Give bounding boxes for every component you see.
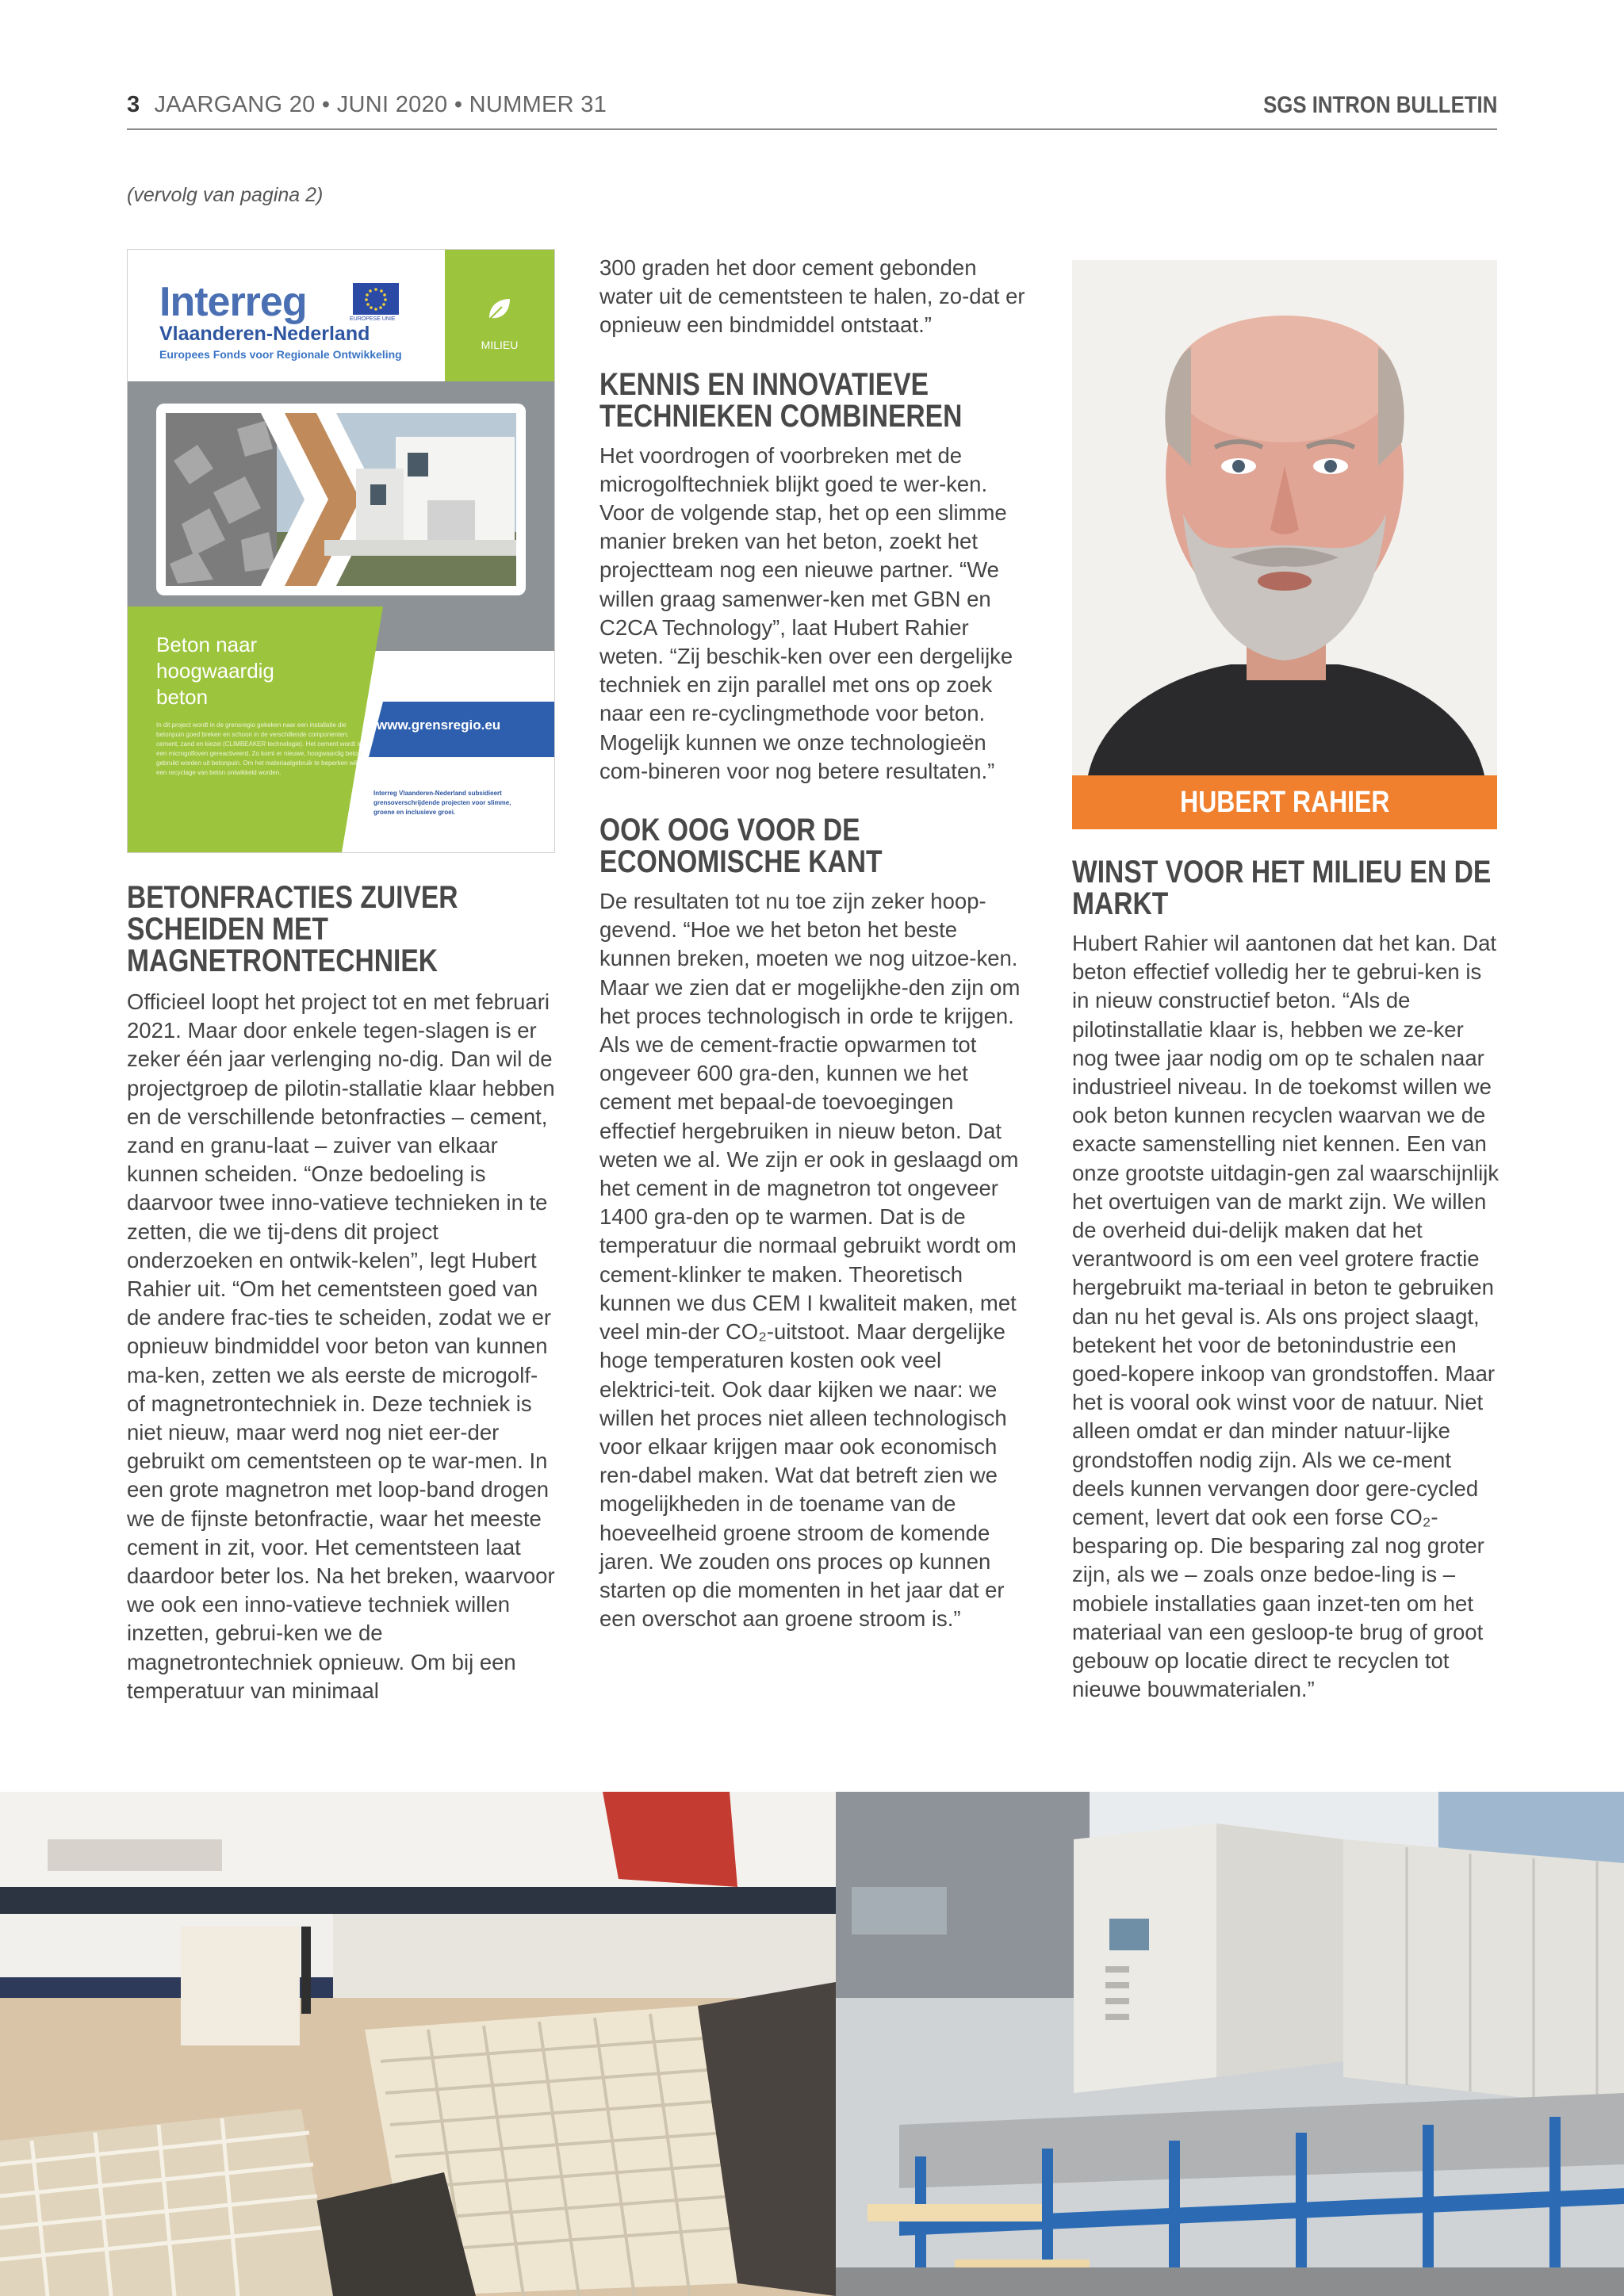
brochure-theme: MILIEU: [481, 339, 519, 351]
rubble-and-house-illustration: [166, 413, 516, 586]
column-3: [1072, 856, 1500, 1704]
page-header: [127, 89, 1497, 130]
brochure-photo: [166, 413, 516, 586]
issue-info: JAARGANG 20 • JUNI 2020 • NUMMER 31: [154, 92, 607, 117]
brochure-region: Vlaanderen-Nederland: [159, 323, 370, 345]
photo-concrete-sample: [0, 1792, 836, 2296]
brochure-title: [156, 632, 274, 710]
portrait-photo: [1072, 260, 1497, 775]
brochure-title-line: hoogwaardig: [156, 659, 274, 683]
photo-pilot-installation: [836, 1792, 1624, 2296]
column-2: [599, 254, 1028, 1633]
installation-illustration: [836, 1792, 1624, 2296]
heading-winst: WINST VOOR HET MILIEU EN DE MARKT: [1072, 855, 1492, 921]
brochure-image: [127, 249, 555, 853]
portrait-illustration: [1072, 260, 1497, 775]
leaf-icon: [481, 293, 516, 327]
paragraph: Hubert Rahier wil aantonen dat het kan. Dat beton effectief volledig her te gebrui-ken is in nieuw constructief beton. “Als de pilotinstallatie klaar is, hebben we ze-ker nog twee jaar nodig om op te schalen naar industrieel niveau. In de toekomst willen we ook beton kunnen recyclen waarvan we de exacte samenstelling niet kennen. Een van onze grootste uitdagin-gen zal waarschijnlijk het overtuigen van de markt zijn. We willen de overheid dui-delijk maken dat het verantwoord is om een veel grotere fractie hergebruikt ma-teriaal in beton te gebruiken dan nu het geval is. Als ons project slaagt, betekent het voor de betonindustrie een goed-kopere inkoop van grondstoffen. Maar het is vooral ook winst voor de natuur. Niet alleen omdat er dan minder natuur-lijke grondstoffen nodig zijn. Als we ce-ment deels kunnen vervangen door gere-cycled cement, levert dat ook een forse CO₂-besparing op. Die besparing zal nog groter zijn, als we – zoals onze bedoe-ling is – mobiele installaties gaan inzet-ten om het materiaal van een gesloop-te brug of groot gebouw op locatie direct te recyclen tot nieuwe bouwmaterialen.”: [1072, 931, 1500, 1702]
interreg-logo: Interreg: [159, 279, 307, 325]
paragraph: Het voordrogen of voorbreken met de microgolftechniek blijkt goed te wer-ken. Voor de volgende stap, het op een slimme manier breken van het beton, zoekt het projectteam nog een nieuwe partner. “We willen graag samenwer-ken met GBN en C2CA Technology”, laat Hubert Rahier weten. “Zij beschik-ken over een dergelijke techniek en zijn parallel met ons op zoek naar een re-cyclingmethode voor beton. Mogelijk kunnen we onze technologieën com-bineren voor nog betere resultaten.”: [599, 442, 1013, 783]
header-left: [127, 92, 607, 118]
heading-kennis: KENNIS EN INNOVATIEVE TECHNIEKEN COMBINEREN: [599, 366, 963, 434]
paragraph: 300 graden het door cement gebonden water uit de cementsteen te halen, zo-dat er opnieuw een bindmiddel ontstaat.”: [599, 255, 1025, 338]
caption-text: HUBERT RAHIER: [1179, 786, 1390, 819]
brochure-body: In dit project wordt in de grensregio gekeken naar een installatie die betonpuin goed breken en schoon in de verschillende componenten; cement, zand en kiezel (CLIMBEAKER technologie). Het cement wordt in een microgolfoven gereactiveerd. Zo komt er nieuwe, hoogwaardig beton gebruikt worden uit betonpuin. Om het materiaalgebruik te beperken wil een recyclage van beton ontwikkeld worden.: [156, 721, 362, 776]
eu-flag-icon: [353, 283, 399, 315]
page-number: 3: [127, 92, 140, 117]
heading-betonfracties: BETONFRACTIES ZUIVER SCHEIDEN MET MAGNETRONTECHNIEK: [127, 880, 458, 978]
heading-economische-kant: OOK OOG VOOR DE ECONOMISCHE KANT: [599, 813, 883, 880]
paragraph: Officieel loopt het project tot en met februari 2021. Maar door enkele tegen-slagen is er zeker één jaar verlenging no-dig. Dan wil de projectgroep de pilotin-stallatie klaar hebben en de verschillende betonfracties – cement, zand en granu-laat – zuiver van elkaar kunnen scheiden. “Onze bedoeling is daarvoor twee inno-vatieve technieken in te zetten, die we tij-dens dit project onderzoeken en ontwik-kelen”, legt Hubert Rahier uit. “Om het cementsteen goed van de andere frac-ties te scheiden, zodat we er opnieuw bindmiddel voor beton van kunnen ma-ken, zetten we als eerste de microgolf-of magnetrontechniek in. Deze techniek is niet nieuw, maar werd nog niet eer-der gebruikt om cementsteen op te war-men. In een grote magnetron met loop-band drogen we de fijnste betonfractie, waar het meeste cement in zit, voor. Het cementsteen laat daardoor beter los. Na het breken, waarvoor we ook een inno-vatieve techniek willen inzetten, gebrui-ken we de magnetrontechniek opnieuw. Om bij een temperatuur van minimaal: [127, 989, 555, 1703]
column-1: [127, 882, 555, 1705]
continuation-note: (vervolg van pagina 2): [127, 184, 324, 206]
brochure-photo-frame: [156, 404, 526, 595]
publication-title: SGS INTRON BULLETIN: [1262, 92, 1497, 118]
portrait-caption: [1072, 775, 1497, 829]
brochure-url: www.grensregio.eu: [377, 718, 501, 733]
brochure-subsidy: Interreg Vlaanderen-Nederland subsidieert grensoverschrijdende projecten voor slimme, groene en inclusieve groei.: [373, 790, 511, 816]
brochure-fund: Europees Fonds voor Regionale Ontwikkeling: [159, 348, 402, 361]
eu-label: EUROPESE UNIE: [350, 316, 396, 322]
concrete-sample-illustration: [0, 1792, 836, 2296]
brochure-title-line: beton: [156, 685, 209, 709]
brochure-title-line: Beton naar: [156, 633, 258, 656]
paragraph: De resultaten tot nu toe zijn zeker hoop-gevend. “Hoe we het beton het beste kunnen breken, moeten we nog uitzoe-ken. Maar we zien dat er mogelijkhe-den zijn om het proces technologisch in orde te krijgen. Als we de cement-fractie opwarmen tot ongeveer 600 gra-den, kunnen we het cement met bepaal-de toevoegingen effectief hergebruiken in nieuw beton. Dat weten we al. We zijn er ook in geslaagd om het cement in de magnetron tot ongeveer 1400 gra-den op te warmen. Dat is de temperatuur die normaal gebruikt wordt om cement-klinker te maken. Theoretisch kunnen we dus CEM I kwaliteit maken, met veel min-der CO₂-uitstoot. Maar dergelijke hoge temperaturen kosten ook veel elektrici-teit. Ook daar kijken we naar: we willen het proces niet alleen technologisch voor elkaar krijgen maar ook economisch ren-dabel maken. Wat dat betreft zien we mogelijkheden in de toename van de hoeveelheid groene stroom de komende jaren. We zouden ons proces op kunnen starten op die momenten in het jaar dat er een overschot aan groene stroom is.”: [599, 889, 1021, 1632]
